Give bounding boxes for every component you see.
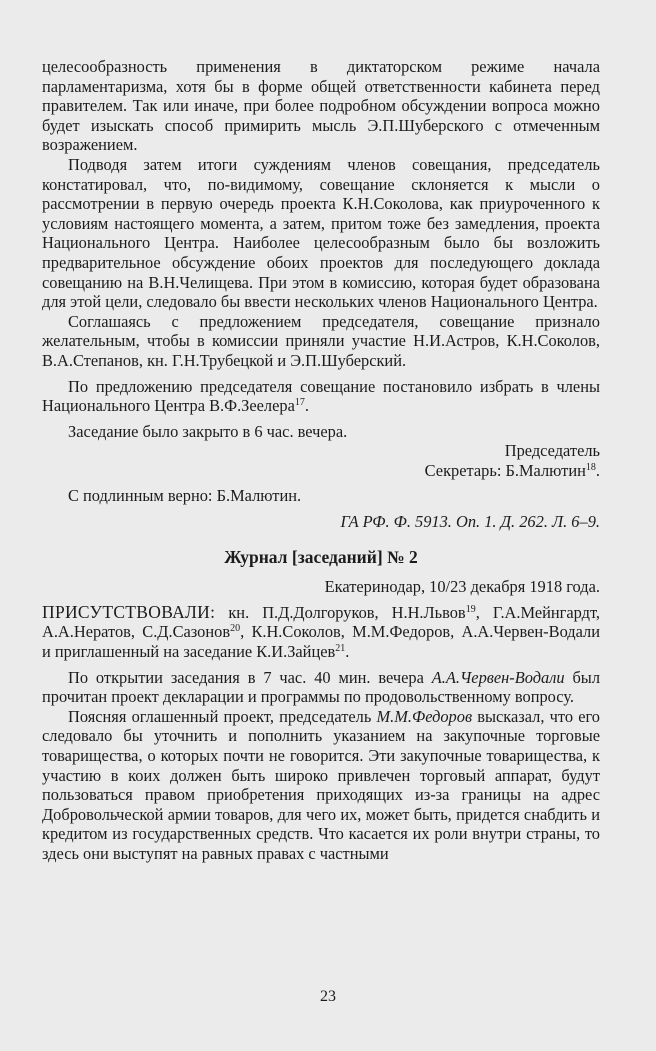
paragraph xyxy=(42,707,600,864)
footnote-ref: 17 xyxy=(294,397,305,409)
punctuation: . xyxy=(345,642,350,662)
footnote-ref: 18 xyxy=(585,461,596,473)
attendance-names: , Г.А.Мейнгардт, А.А.Нератов, С.Д.Сазонов xyxy=(42,602,601,642)
paragraph-text: Поясняя оглашенный проект, председатель xyxy=(68,706,377,726)
closing-line: Заседание было закрыто в 6 час. вечера. xyxy=(68,421,348,441)
person-name: А.А.Червен-Водали xyxy=(431,667,565,687)
attendance-names: кн. П.Д.Долгоруков, Н.Н.Львов xyxy=(215,602,466,622)
archive-source: ГА РФ. Ф. 5913. Оп. 1. Д. 262. Л. 6–9. xyxy=(340,512,600,532)
secretary-signature xyxy=(42,461,600,481)
punctuation: . xyxy=(595,460,600,480)
main-text xyxy=(42,57,600,864)
chairman-signature: Председатель xyxy=(504,441,600,461)
attendance-list xyxy=(42,603,600,662)
paragraph-text: По открытии заседания в 7 час. 40 мин. вечера xyxy=(68,667,432,687)
secretary-text: Секретарь: Б.Малютин xyxy=(424,460,586,480)
paragraph-text: По предложению председателя совещание постановило избрать в члены Национального Центра В.Ф.Зеелера xyxy=(42,376,600,416)
certification-line: С подлинным верно: Б.Малютин. xyxy=(68,486,302,506)
paragraph-text: был прочитан проект декларации и программы по продовольственному вопросу. xyxy=(42,667,600,707)
punctuation: . xyxy=(304,396,309,416)
footnote-ref: 19 xyxy=(465,603,476,615)
attendance-names: , К.Н.Соколов, М.М.Федоров, А.А.Червен-Водали и приглашенный на заседание К.И.Зайцев xyxy=(42,622,601,662)
paragraph: Соглашаясь с предложением председателя, совещание признало желательным, чтобы в комиссии приняли участие Н.И.Астров, К.Н.Соколов, В.А.Степанов, кн. Г.Н.Трубецкой и Э.П.Шуберский. xyxy=(42,311,600,370)
attendance-label: ПРИСУТСТВОВАЛИ: xyxy=(42,601,216,622)
person-name: М.М.Федоров xyxy=(376,706,473,726)
paragraph xyxy=(42,668,600,707)
journal-title: Журнал [заседаний] № 2 xyxy=(224,546,418,567)
paragraph-text: высказал, что его следовало бы уточнить и пополнить указанием на закупочные торговые товарищества, о которых почти не говорится. Эти закупочные товарищества, к участию в коих должен быть широко привлечен торговый аппарат, будут пользоваться правом приобретения приходящих из-за границы на адрес Добровольческой армии товаров, для чего их, может быть, придется снабдить и кредитом из государственных средств. Что касается их роли внутри страны, то здесь они выступят на равных правах с частными xyxy=(42,706,600,863)
footnote-ref: 20 xyxy=(230,623,241,635)
footnote-ref: 21 xyxy=(335,643,346,655)
page-number: 23 xyxy=(320,988,336,1005)
paragraph: Подводя затем итоги суждениям членов совещания, председатель констатировал, что, по-видимому, совещание склоняется к мысли о рассмотрении в первую очередь проекта К.Н.Соколова, как приуроченного к условиям настоящего момента, а затем, притом тоже без замедления, проекта Национального Центра. Наиболее целесообразным было бы возложить предварительное обсуждение обоих проектов для последующего доклада совещанию на В.Н.Челищева. При этом в комиссию, которая будет образована для этой цели, следовало бы ввести нескольких членов Национального Центра. xyxy=(42,154,600,312)
paragraph: целесообразность применения в диктаторском режиме начала парламентаризма, хотя бы в форме общей ответственности кабинета перед правителем. Так или иначе, при более подробном обсуждении вопроса можно будет изыскать способ примирить мысль Э.П.Шуберского с отмеченным возражением. xyxy=(42,57,600,155)
place-date: Екатеринодар, 10/23 декабря 1918 года. xyxy=(324,577,600,597)
paragraph xyxy=(42,377,600,416)
